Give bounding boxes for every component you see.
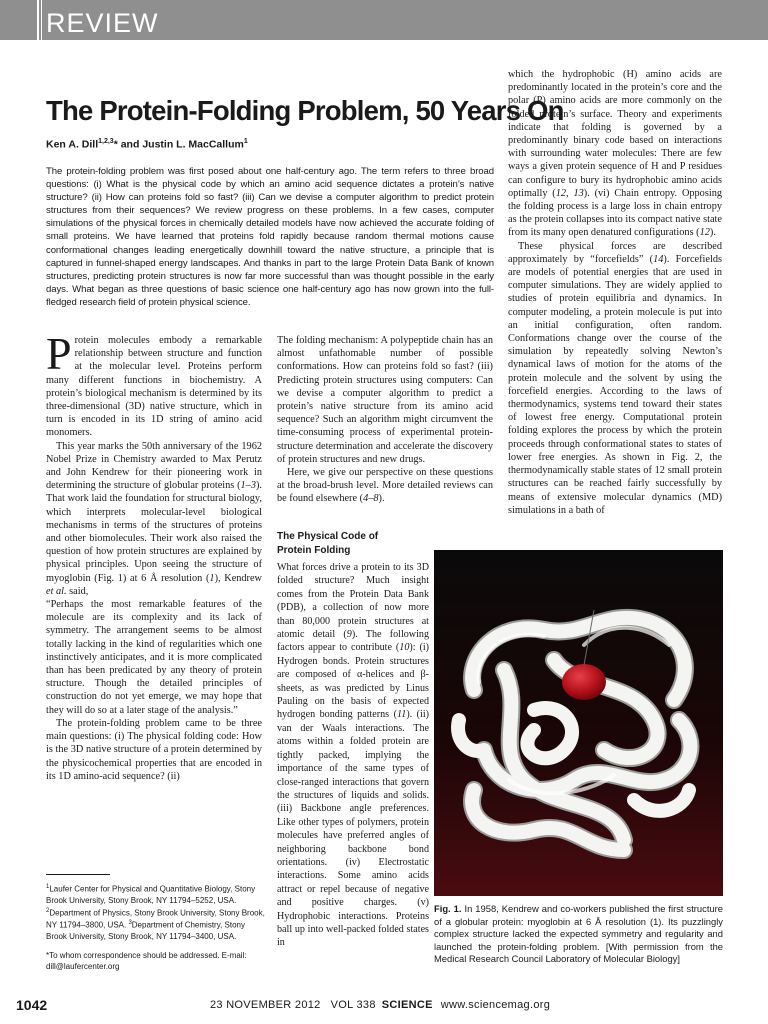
body-column-right: [508, 68, 722, 517]
section-subheading: [277, 530, 378, 558]
citation-ref[interactable]: 14: [653, 253, 664, 265]
author-line: [46, 135, 248, 152]
footnote-mark: 2: [46, 907, 50, 914]
page-number: 1042: [16, 997, 48, 1013]
article-title: The Protein-Folding Problem, 50 Years On: [46, 95, 564, 126]
body-paragraph: [46, 328, 262, 440]
italic-text: et al.: [46, 585, 67, 597]
paragraph-text: Here, we give our perspective on these questions at the broad-brush level. More detailed reviews can be found elsewhere (: [277, 467, 493, 505]
paragraph-text: ): (i) Hydrogen bonds. Protein structures are composed of α-helices and β-sheets, as was predicted by Linus Pauling on the basis of expected hydrogen bonding patterns (: [277, 642, 429, 721]
citation-ref[interactable]: 12: [699, 227, 710, 239]
affiliation-text: Department of Physics, Stony Brook University, Stony Brook, NY 11794–3800, USA.: [46, 908, 265, 930]
header-rule-thin: [41, 0, 42, 40]
author-name: Ken A. Dill: [46, 138, 99, 151]
drop-cap: P: [46, 328, 72, 379]
citation-ref[interactable]: 12, 13: [555, 187, 584, 199]
paragraph-text: said,: [66, 585, 89, 597]
body-column-left: [46, 328, 262, 783]
figure-myoglobin-model: [434, 550, 723, 896]
paragraph-text: This year marks the 50th anniversary of the 1962 Nobel Prize in Chemistry awarded to Max Perutz and John Kendrew for their pioneering work in determining the structure of globular proteins (: [46, 440, 262, 492]
footnote-mark: 1: [46, 884, 50, 890]
myoglobin-model-image: [434, 550, 723, 896]
author-name: Justin L. MacCallum: [142, 138, 244, 151]
body-paragraph: [46, 440, 262, 598]
author-affiliation-marks: 1: [243, 138, 248, 145]
figure-caption: [434, 903, 723, 966]
body-paragraph: [277, 466, 493, 506]
footnote-divider: [46, 874, 110, 875]
body-paragraph: [508, 68, 722, 240]
footnotes: [46, 882, 266, 980]
journal-name: SCIENCE: [381, 999, 433, 1011]
body-column-middle: [277, 334, 493, 506]
figure-label: Fig. 1.: [434, 903, 462, 914]
citation-ref[interactable]: 9: [346, 629, 352, 641]
paragraph-text: ). (vi) Chain entropy. Opposing the folding process is a large loss in chain entropy as the protein collapses into its compact native state from its many open denatured configurations (: [508, 187, 722, 239]
footnote-mark: 3: [128, 920, 132, 927]
affiliation-text: Laufer Center for Physical and Quantitative Biology, Stony Brook University, Stony Brook, NY 11794–5252, USA.: [46, 884, 256, 905]
issue-date: 23 NOVEMBER 2012: [210, 999, 321, 1011]
paragraph-text: These physical forces are described approximately by “forcefields” (: [508, 240, 722, 265]
body-paragraph: [508, 240, 722, 517]
paragraph-text: ). That work laid the foundation for structural biology, which interprets molecular-level biological mechanisms in terms of the structures of proteins and other biomolecules. Their work also raised the question of how protein structures are explained by physical principles. Upon seeing the structure of myoglobin (Fig. 1) at 6 Å resolution (: [46, 480, 262, 584]
heme-group: [562, 664, 606, 700]
section-label: REVIEW: [46, 8, 159, 38]
paragraph-text: which the hydrophobic (H) amino acids are predominantly located in the protein’s core and the polar (P) amino acids are more commonly on the folded protein’s surface. Theory and experiments indicate that folding is governed by a predominantly binary code based on interactions with surrounding water molecules: There are few ways a given protein sequence of H and P residues can configure to bury its hydrophobic amino acids optimally (: [508, 69, 722, 199]
citation-ref[interactable]: 1: [209, 572, 215, 584]
volume-number: VOL 338: [330, 999, 376, 1011]
paragraph-text: ). (ii) van der Waals interactions. The atoms within a folded protein are tightly packed, implying the importance of the same types of close-ranged interactions that govern the structures of liquids and solids. (iii) Backbone angle preferences. Like other types of polymers, protein molecules have preferred angles of neighboring backbone bond orientations. (iv) Electrostatic interactions. Some amino acids attract or repel because of negative and positive charges. (v) Hydrophobic interactions. Proteins ball up into well-packed folded states in: [277, 709, 430, 949]
caption-text: In 1958, Kendrew and co-workers published the first structure of a globular protein: myoglobin at 6 Å resolution (1). Its puzzlingly complex structure lacked the expected symmetry and regularity and launched the protein-folding problem. [With permission from the Medical Research Council Laboratory of Molecular Biology]: [434, 903, 723, 965]
paragraph-text: ), Kendrew: [214, 572, 262, 584]
subheading-line: Protein Folding: [277, 545, 351, 556]
abstract: The protein-folding problem was first posed about one half-century ago. The term refers to three broad questions: (i) What is the physical code by which an amino acid sequence dictates a protein’s native structure? (ii) How can proteins fold so fast? (iii) Can we devise a computer algorithm to predict protein structures from their sequences? We review progress on these problems. In a few cases, computer simulations of the physical forces in chemically detailed models have now achieved the accurate folding of small proteins. We have learned that proteins fold rapidly because random thermal motions cause conformational changes leading energetically downhill toward the native structure, a principle that is captured in funnel-shaped energy landscapes. And thanks in part to the large Protein Data Bank of known structures, predicting protein structures is now far more successful than was thought possible in the early days. What began as three questions of basic science one half-century ago has now grown into the full-fledged research field of protein physical science.: [46, 166, 494, 308]
block-quote: “Perhaps the most remarkable features of the molecule are its complexity and its lack of symmetry. The arrangement seems to be almost totally lacking in the kind of regularities which one instinctively anticipates, and it is more complicated than has been predicated by any theory of protein structure. Though the detailed principles of construction do not yet emerge, we may hope that they will do so at a later stage of the analysis.”: [46, 599, 262, 716]
paragraph-text: What forces drive a protein to its 3D folded structure? Much insight comes from the Protein Data Bank (PDB), a collection of now more than 80,000 protein structures at atomic detail (: [277, 562, 429, 641]
body-paragraph: [277, 561, 429, 950]
citation-ref[interactable]: 10: [399, 642, 410, 654]
footer-line: [210, 998, 550, 1012]
correspondence-note: *To whom correspondence should be addressed. E-mail: dill@laufercenter.org: [46, 950, 247, 971]
affiliation-text: Department of Chemistry, Stony Brook University, Stony Brook, NY 11794–3400, USA.: [46, 920, 246, 941]
author-affiliation-marks: 1,2,3: [98, 138, 114, 145]
corresponding-author-mark: *: [113, 138, 118, 151]
body-paragraph: The protein-folding problem came to be three main questions: (i) The physical folding code: How is the 3D native structure of a protein determined by the physicochemical properties that are encoded in its 1D amino-acid sequence? (ii): [46, 717, 262, 782]
author-join: and: [117, 138, 143, 151]
paragraph-text: ). Forcefields are models of potential energies that are used in computer simulations. They are widely applied to studies of protein equilibria and dynamics. In computer modeling, a protein molecule is put into an initial configuration, often random. Conformations change over the course of the simulation by repeatedly solving Newton’s dynamical laws of motion for the atoms of the protein molecule and the solvent by using the forcefield energies. According to the laws of thermodynamics, systems tend toward their states of lowest free energy. Computational protein folding explores the process by which the protein proceeds through conformational states to states of lower free energies. As shown in Fig. 2, the thermodynamically stable states of 12 small protein structures can be reached fairly successfully by means of extensive molecular dynamics (MD) simulations in a bath of: [508, 253, 722, 516]
paragraph-text: ).: [378, 493, 385, 505]
citation-ref[interactable]: 4–8: [363, 493, 379, 505]
paragraph-text: ). The following factors appear to contribute (: [277, 629, 429, 654]
body-column-narrow: [277, 561, 429, 950]
citation-ref[interactable]: 11: [396, 709, 407, 721]
affiliations: [46, 882, 266, 942]
journal-url[interactable]: www.sciencemag.org: [440, 999, 551, 1011]
citation-ref[interactable]: 1–3: [240, 480, 256, 492]
body-paragraph: The folding mechanism: A polypeptide chain has an almost unfathomable number of possible conformations. How can proteins fold so fast? (iii) Predicting protein structures using computers: Can we devise a computer algorithm to predict a protein’s native structure from its amino acid sequence? Such an algorithm might circumvent the time-consuming process of experimental protein-structure determination and accelerate the discovery of protein structures and new drugs.: [277, 335, 493, 465]
subheading-line: The Physical Code of: [277, 531, 379, 542]
paragraph-text: ).: [709, 227, 716, 239]
header-rule: [37, 0, 39, 40]
paragraph-text: rotein molecules embody a remarkable relationship between structure and function at the molecular level. Proteins perform many different functions in biochemistry. A protein’s biological mechanism is determined by its three-dimensional (3D) native structure, which in turn is encoded in its 1D string of amino acid monomers.: [46, 335, 262, 439]
